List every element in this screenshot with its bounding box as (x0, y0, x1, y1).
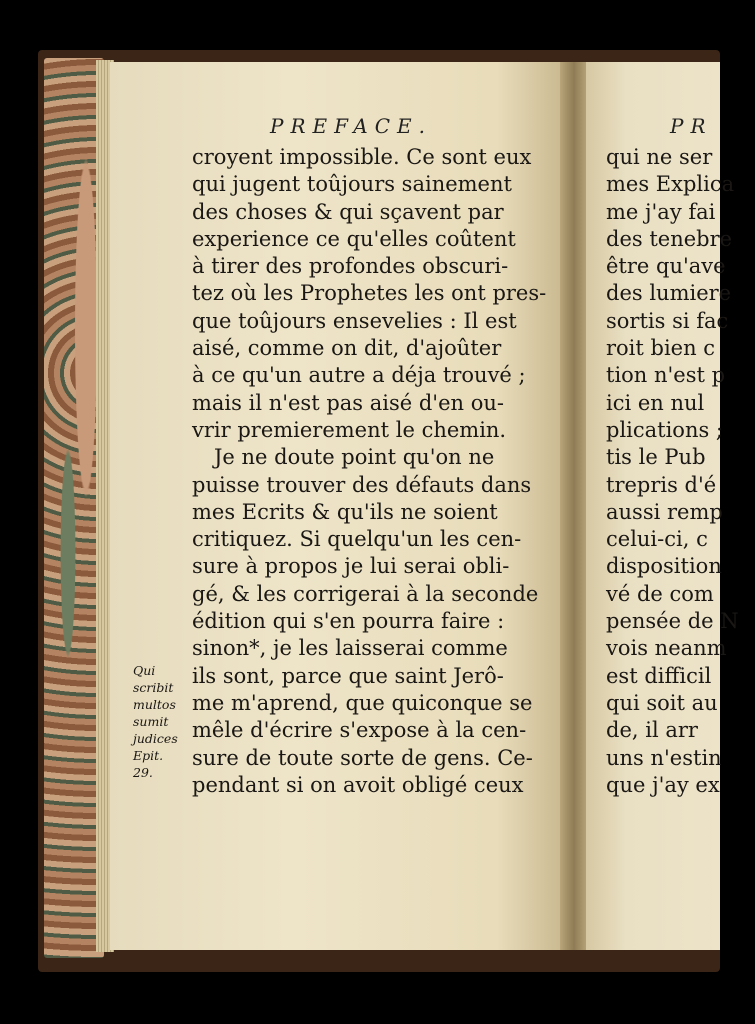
text-line: celui-ci, c (606, 527, 708, 552)
text-line: ici en nul (606, 390, 705, 415)
text-line: tez où les Prophetes les ont pres- (192, 281, 547, 306)
text-line: des choses & qui sçavent par (192, 199, 504, 224)
text-line: croyent impossible. Ce sont eux (192, 145, 532, 169)
text-line: uns n'estin (606, 745, 722, 770)
text-line: Je ne doute point qu'on ne (214, 445, 495, 470)
margin-note (133, 662, 183, 781)
text-line: être qu'ave (606, 254, 726, 279)
text-line: des tenebre (606, 226, 733, 251)
text-line: édition qui s'en pourra faire : (192, 609, 505, 634)
text-line: sure de toute sorte de gens. Ce- (192, 745, 533, 770)
margin-note-line: multos (133, 697, 176, 712)
left-page-header: PREFACE. (270, 114, 432, 138)
text-line: me j'ay fai (606, 199, 716, 224)
text-line: roit bien c (606, 336, 716, 361)
text-line: mêle d'écrire s'expose à la cen- (192, 718, 527, 743)
marbled-edge (44, 58, 104, 958)
text-line: plications ; (606, 417, 724, 442)
text-line: tis le Pub (606, 445, 706, 470)
left-page-text (192, 144, 547, 799)
text-line: gé, & les corrigerai à la seconde (192, 581, 539, 606)
text-line: puisse trouver des défauts dans (192, 472, 532, 497)
text-line: qui jugent toûjours sainement (192, 172, 512, 197)
text-line: trepris d'é (606, 472, 717, 497)
text-line: des lumiere (606, 281, 732, 306)
text-line: experience ce qu'elles coûtent (192, 226, 516, 251)
text-line: vois neanm (606, 636, 727, 661)
text-line: vrir premierement le chemin. (192, 417, 507, 442)
text-line: disposition (606, 554, 722, 579)
right-page-text (606, 144, 746, 799)
book-gutter (560, 62, 588, 950)
text-line: me m'aprend, que quiconque se (192, 690, 533, 715)
text-line: aussi remp (606, 499, 723, 524)
text-line: ils sont, parce que saint Jerô- (192, 663, 504, 688)
text-line: est difficil (606, 663, 712, 688)
text-line: sure à propos je lui serai obli- (192, 554, 510, 579)
text-line: qui ne ser (606, 145, 713, 169)
text-line: pensée de N (606, 609, 739, 634)
text-line: à tirer des profondes obscuri- (192, 254, 509, 279)
text-line: de, il arr (606, 718, 698, 743)
text-line: mais il n'est pas aisé d'en ou- (192, 390, 504, 415)
text-line: vé de com (606, 581, 714, 606)
text-line: sinon*, je les laisserai comme (192, 636, 508, 661)
right-page-header: PR (670, 114, 713, 138)
text-line: que toûjours ensevelies : Il est (192, 308, 517, 333)
right-page-clip (586, 62, 739, 950)
text-line: à ce qu'un autre a déja trouvé ; (192, 363, 526, 388)
margin-note-line: Epit. (133, 748, 164, 763)
margin-note-line: scribit (133, 680, 174, 695)
text-line: sortis si fac (606, 308, 729, 333)
margin-note-line: Qui (133, 663, 156, 678)
text-line: tion n'est p (606, 363, 726, 388)
text-line: aisé, comme on dit, d'ajoûter (192, 336, 502, 361)
text-line: qui soit au (606, 690, 718, 715)
text-line: mes Ecrits & qu'ils ne soient (192, 499, 498, 524)
text-line: pendant si on avoit obligé ceux (192, 772, 524, 797)
margin-note-line: judices (133, 731, 178, 746)
text-line: critiquez. Si quelqu'un les cen- (192, 527, 522, 552)
text-line: mes Explica (606, 172, 735, 197)
margin-note-line: 29. (133, 765, 153, 780)
margin-note-line: sumit (133, 714, 169, 729)
text-line: que j'ay ex (606, 772, 720, 797)
